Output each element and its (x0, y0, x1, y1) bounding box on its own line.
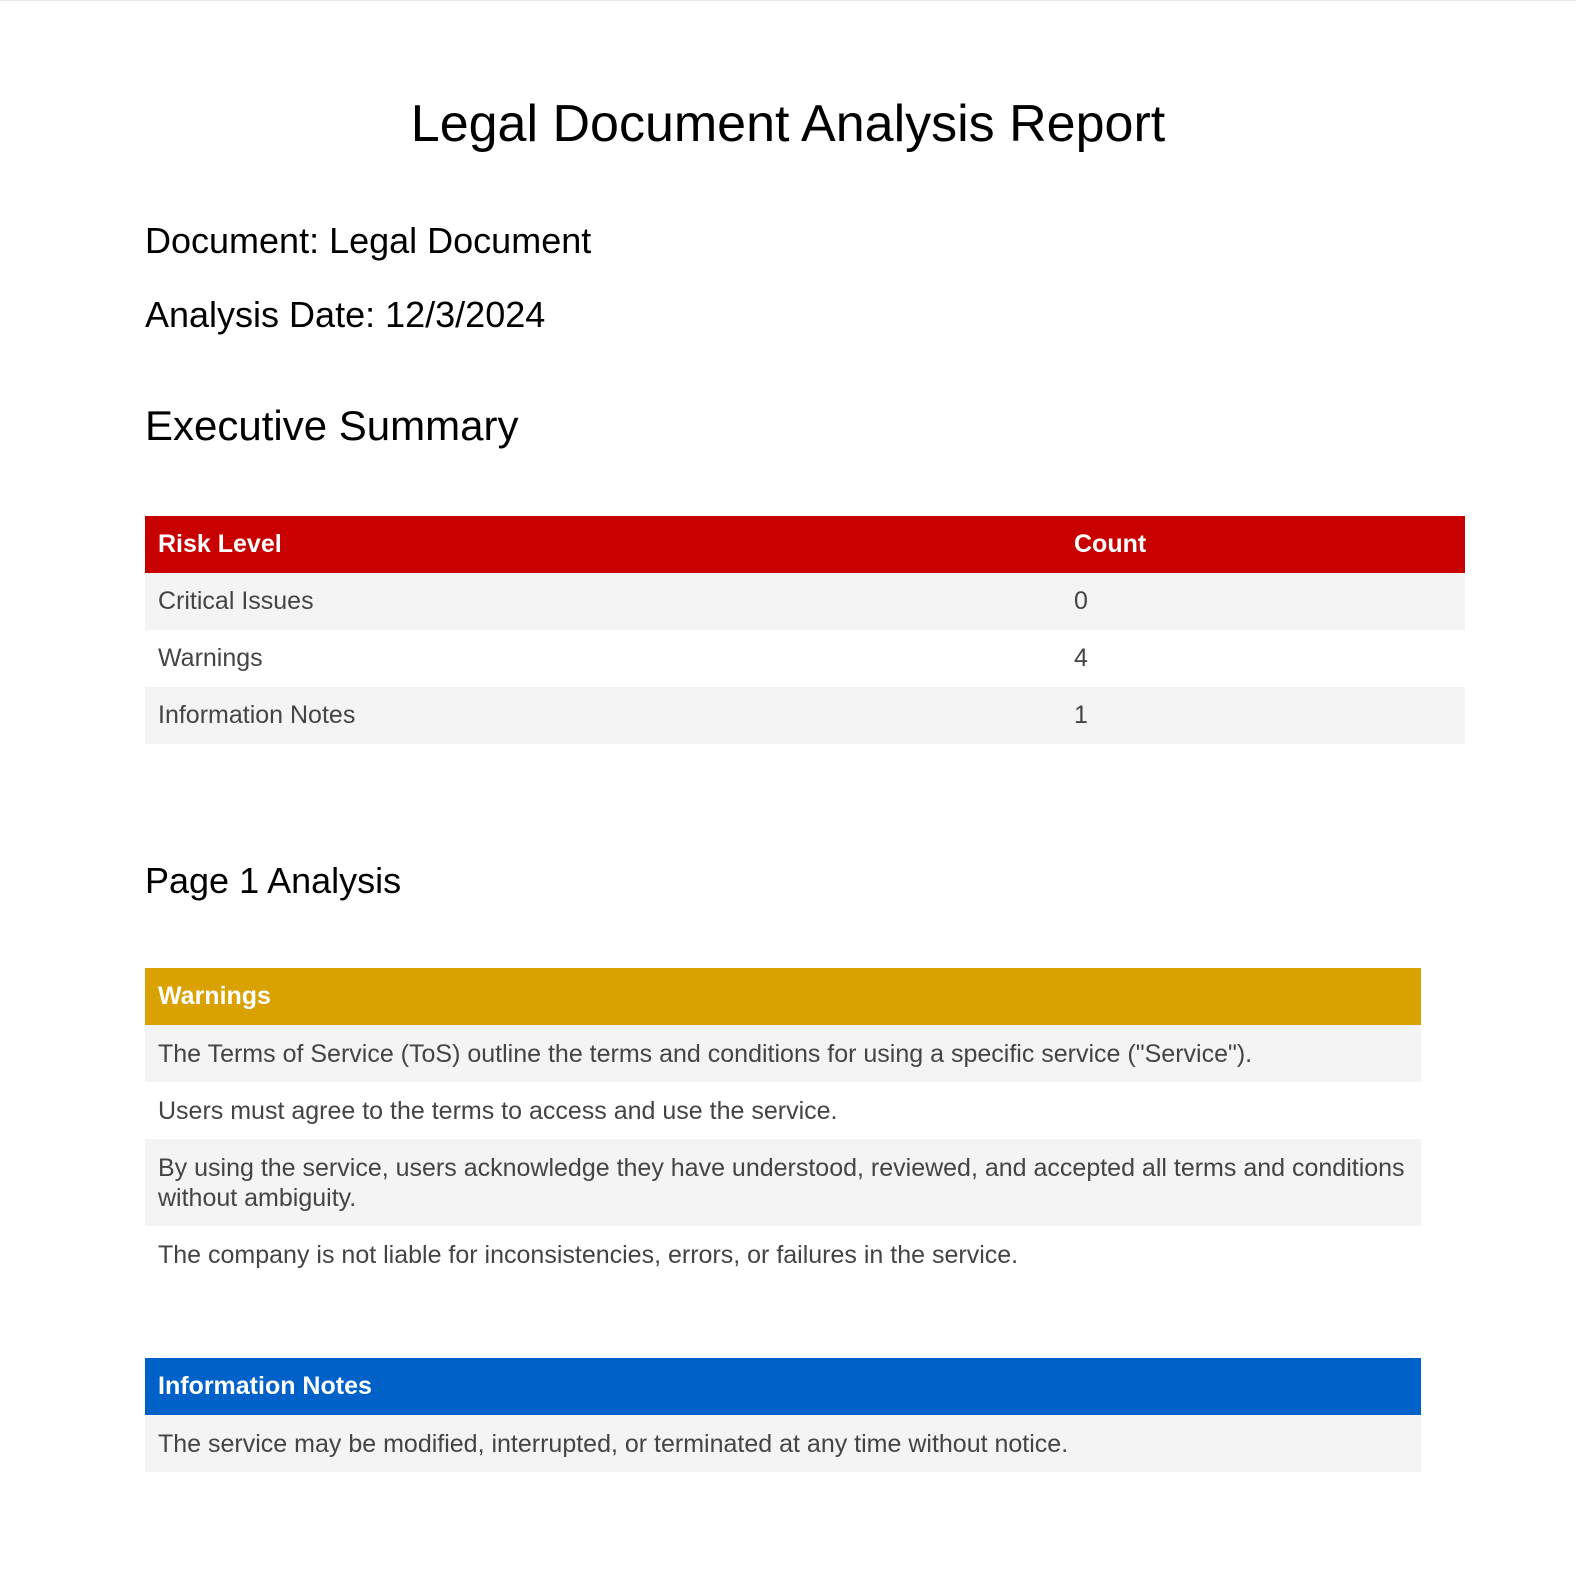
count-cell: 4 (1061, 630, 1465, 687)
risk-level-cell: Warnings (145, 630, 1061, 687)
executive-summary-heading: Executive Summary (145, 402, 519, 449)
warnings-section (145, 968, 1421, 1283)
information-notes-section (145, 1358, 1421, 1472)
risk-level-cell: Critical Issues (145, 573, 1061, 630)
table-row (145, 630, 1465, 687)
list-item: The company is not liable for inconsistencies, errors, or failures in the service. (145, 1226, 1421, 1283)
risk-level-cell: Information Notes (145, 687, 1061, 744)
list-item: Users must agree to the terms to access and use the service. (145, 1082, 1421, 1139)
document-name: Document: Legal Document (145, 220, 592, 261)
report-title: Legal Document Analysis Report (410, 95, 1166, 153)
count-cell: 1 (1061, 687, 1465, 744)
count-cell: 0 (1061, 573, 1465, 630)
list-item: The Terms of Service (ToS) outline the terms and conditions for using a specific service ("Service"). (145, 1025, 1421, 1082)
information-notes-header: Information Notes (145, 1358, 1421, 1415)
column-header-risk-level: Risk Level (145, 516, 1061, 573)
table-header-row (145, 516, 1465, 573)
analysis-date: Analysis Date: 12/3/2024 (145, 294, 546, 335)
list-item: The service may be modified, interrupted, or terminated at any time without notice. (145, 1415, 1421, 1472)
top-rule (0, 0, 1576, 1)
risk-summary-table (145, 516, 1465, 744)
column-header-count: Count (1061, 516, 1465, 573)
table-row (145, 687, 1465, 744)
list-item: By using the service, users acknowledge they have understood, reviewed, and accepted all terms and conditions without ambiguity. (145, 1139, 1421, 1226)
page-analysis-heading: Page 1 Analysis (145, 860, 402, 901)
table-row (145, 573, 1465, 630)
warnings-header: Warnings (145, 968, 1421, 1025)
